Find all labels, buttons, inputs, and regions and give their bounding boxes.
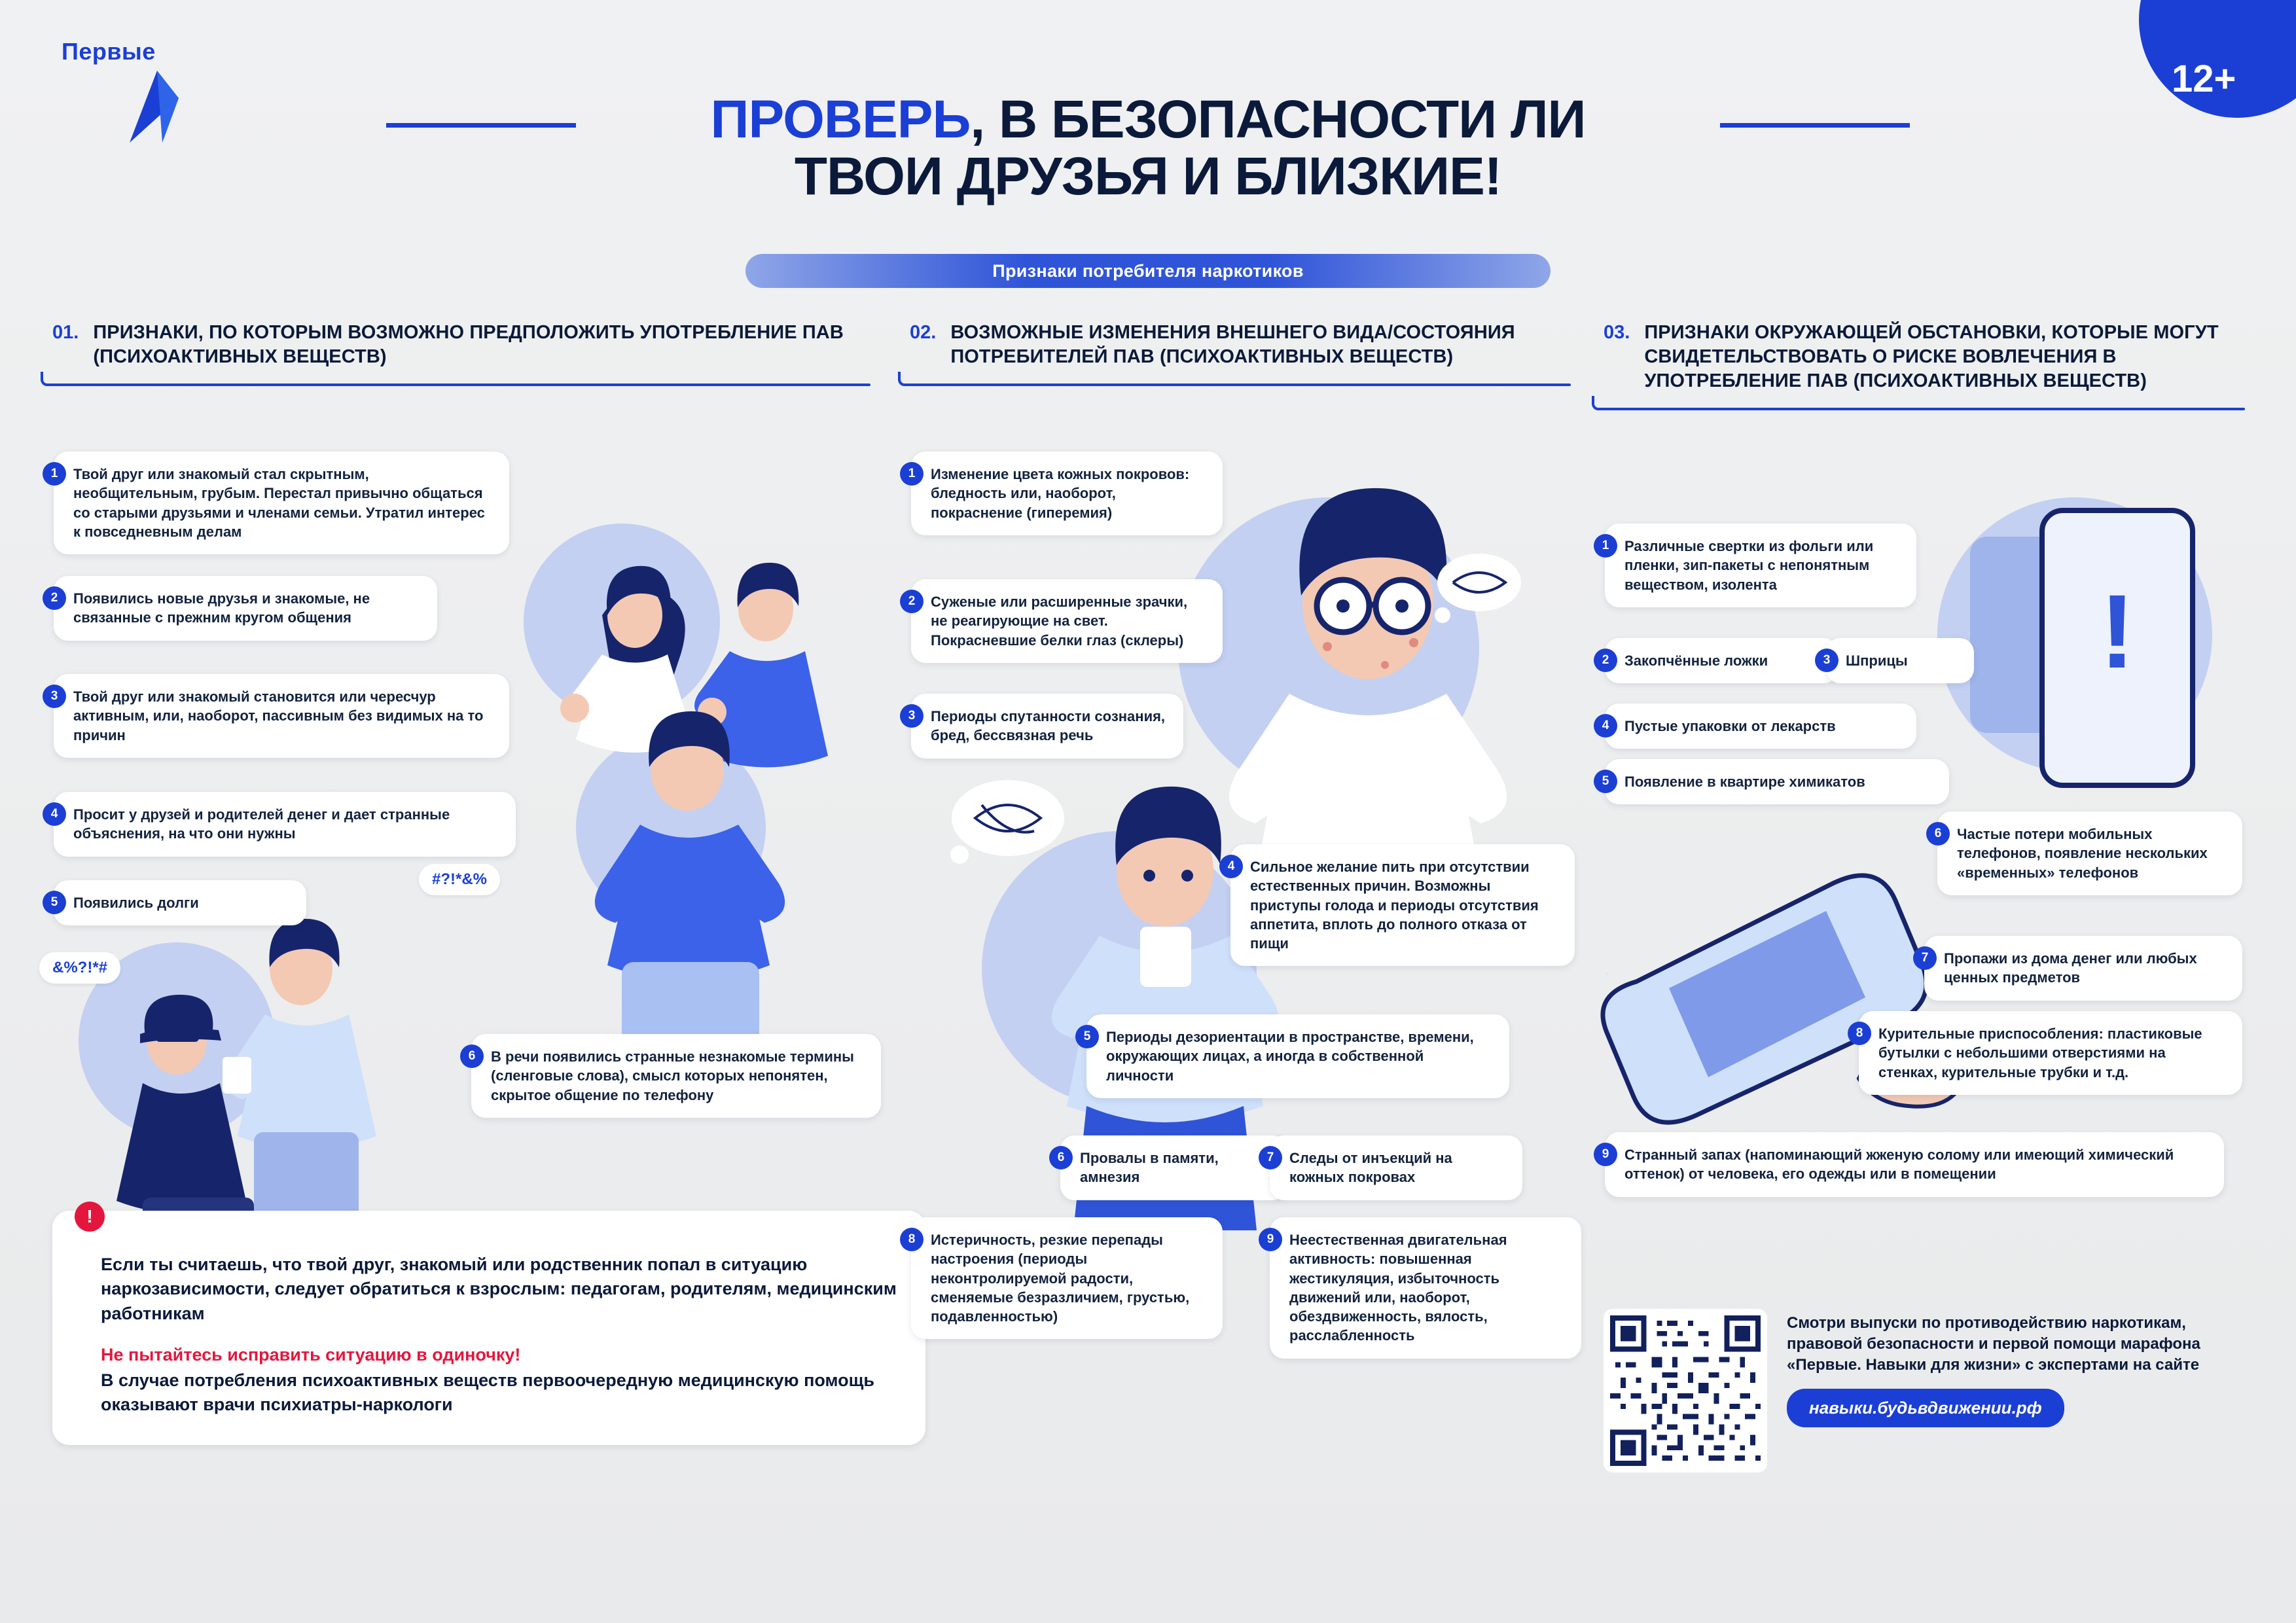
callout-1-2-number: 2 bbox=[43, 586, 66, 610]
thought-bubble-scribble-icon bbox=[942, 772, 1073, 877]
column-3-number: 03. bbox=[1604, 322, 1630, 343]
callout-2-7-text: Следы от инъекций на кожных покровах bbox=[1289, 1150, 1452, 1186]
callout-1-1-number: 1 bbox=[43, 462, 66, 486]
callout-3-9-text: Странный запах (напоминающий жженую солому или имеющий химический оттенок) от человека, его одежды или в помещении bbox=[1624, 1147, 2174, 1183]
column-1-title: ПРИЗНАКИ, ПО КОТОРЫМ ВОЗМОЖНО ПРЕДПОЛОЖИТЬ УПОТРЕБЛЕНИЕ ПАВ (ПСИХОАКТИВНЫХ ВЕЩЕСТВ) bbox=[93, 322, 844, 368]
callout-3-7 bbox=[1921, 936, 2242, 1001]
thought-bubble-icon bbox=[1427, 543, 1532, 635]
callout-3-7-number: 7 bbox=[1913, 946, 1937, 970]
callout-3-4 bbox=[1602, 704, 1916, 749]
column-1-header bbox=[52, 321, 870, 369]
callout-1-6 bbox=[468, 1034, 881, 1118]
callout-3-6 bbox=[1934, 812, 2242, 895]
site-link[interactable]: навыки.будьвдвижении.рф bbox=[1787, 1389, 2064, 1427]
callout-3-5 bbox=[1602, 759, 1949, 804]
callout-3-7-text: Пропажи из дома денег или любых ценных предметов bbox=[1944, 950, 2197, 986]
column-2-header bbox=[910, 321, 1571, 369]
callout-3-8-text: Курительные приспособления: пластиковые бутылки с небольшими отверстиями на стенках, курительные трубки и т.д. bbox=[1878, 1026, 2202, 1080]
callout-3-1-number: 1 bbox=[1594, 534, 1617, 558]
title-accent: ПРОВЕРЬ bbox=[710, 90, 971, 149]
callout-2-5 bbox=[1083, 1014, 1509, 1098]
callout-2-2-number: 2 bbox=[900, 590, 924, 613]
callout-3-1-text: Различные свертки из фольги или пленки, зип-пакеты с непонятным веществом, изолента bbox=[1624, 538, 1874, 593]
callout-3-6-text: Частые потери мобильных телефонов, появление нескольких «временных» телефонов bbox=[1957, 826, 2208, 881]
callout-1-4-text: Просит у друзей и родителей денег и дает странные объяснения, на что они нужны bbox=[73, 806, 450, 842]
age-rating-label: 12+ bbox=[2172, 58, 2236, 100]
callout-3-4-number: 4 bbox=[1594, 714, 1617, 738]
callout-2-3-number: 3 bbox=[900, 704, 924, 728]
callout-2-8-text: Истеричность, резкие перепады настроения (периоды неконтролируемой радости, сменяемые безразличием, грустью, подавленностью) bbox=[931, 1232, 1190, 1325]
callout-2-1-number: 1 bbox=[900, 462, 924, 486]
callout-3-3-text: Шприцы bbox=[1846, 652, 1908, 669]
callout-2-2 bbox=[908, 579, 1223, 663]
callout-1-4 bbox=[50, 792, 516, 857]
title-line2: ТВОИ ДРУЗЬЯ И БЛИЗКИЕ! bbox=[794, 146, 1502, 206]
column-2-number: 02. bbox=[910, 322, 937, 343]
callout-2-2-text: Суженые или расширенные зрачки, не реагирующие на свет. Покрасневшие белки глаз (склеры) bbox=[931, 594, 1188, 649]
column-3-header bbox=[1604, 321, 2245, 393]
column-1-number: 01. bbox=[52, 322, 79, 343]
callout-3-4-text: Пустые упаковки от лекарств bbox=[1624, 718, 1836, 734]
callout-1-5-number: 5 bbox=[43, 891, 66, 914]
callout-1-4-number: 4 bbox=[43, 802, 66, 826]
callout-3-2 bbox=[1602, 638, 1838, 683]
qr-code-image bbox=[1610, 1315, 1761, 1466]
callout-3-2-number: 2 bbox=[1594, 649, 1617, 672]
callout-2-9-number: 9 bbox=[1259, 1228, 1282, 1251]
warning-text-primary: Если ты считаешь, что твой друг, знакомый или родственник попал в ситуацию наркозависимости, следует обратиться к взрослым: педагогам, родителям, медицинским работникам bbox=[101, 1255, 897, 1323]
callout-2-1 bbox=[908, 452, 1223, 535]
callout-2-9-text: Неестественная двигательная активность: повышенная жестикуляция, избыточность движений или, наоборот, обездвиженность, вялость, расслабленность bbox=[1289, 1232, 1507, 1344]
column-2 bbox=[910, 321, 1571, 386]
callout-3-8-number: 8 bbox=[1848, 1022, 1871, 1045]
qr-side bbox=[1787, 1309, 2245, 1472]
callout-3-9 bbox=[1602, 1132, 2224, 1197]
callout-2-3 bbox=[908, 694, 1183, 758]
subtitle-banner: Признаки потребителя наркотиков bbox=[745, 254, 1551, 288]
illustration-phones-alert bbox=[1957, 497, 2232, 825]
callout-2-4 bbox=[1227, 844, 1575, 966]
callout-2-7 bbox=[1266, 1135, 1522, 1200]
callout-2-6 bbox=[1057, 1135, 1287, 1200]
callout-2-3-text: Периоды спутанности сознания, бред, бессвязная речь bbox=[931, 708, 1166, 744]
column-3 bbox=[1604, 321, 2245, 410]
callout-3-5-text: Появление в квартире химикатов bbox=[1624, 774, 1865, 790]
callout-2-4-number: 4 bbox=[1219, 855, 1243, 878]
column-2-title: ВОЗМОЖНЫЕ ИЗМЕНЕНИЯ ВНЕШНЕГО ВИДА/СОСТОЯНИЯ ПОТРЕБИТЕЛЕЙ ПАВ (ПСИХОАКТИВНЫХ ВЕЩЕСТВ) bbox=[950, 322, 1515, 368]
callout-1-1 bbox=[50, 452, 509, 554]
callout-1-2-text: Появились новые друзья и знакомые, не связанные с прежним кругом общения bbox=[73, 590, 370, 626]
callout-3-1 bbox=[1602, 524, 1916, 607]
callout-2-6-text: Провалы в памяти, амнезия bbox=[1080, 1150, 1219, 1186]
callout-1-6-text: В речи появились странные незнакомые термины (сленговые слова), смысл которых непонятен, скрытое общение по телефону bbox=[491, 1048, 854, 1103]
callout-3-3 bbox=[1823, 638, 1974, 683]
callout-3-2-text: Закопчённые ложки bbox=[1624, 652, 1768, 669]
callout-1-6-number: 6 bbox=[460, 1044, 484, 1068]
qr-block bbox=[1604, 1309, 2245, 1472]
callout-2-9 bbox=[1266, 1217, 1581, 1359]
svg-text:!: ! bbox=[2100, 573, 2135, 690]
callout-1-2 bbox=[50, 576, 437, 641]
column-3-underline bbox=[1604, 408, 2245, 410]
callout-2-7-number: 7 bbox=[1259, 1146, 1282, 1169]
callout-2-1-text: Изменение цвета кожных покровов: бледность или, наоборот, покраснение (гиперемия) bbox=[931, 466, 1190, 521]
column-3-title: ПРИЗНАКИ ОКРУЖАЮЩЕЙ ОБСТАНОВКИ, КОТОРЫЕ МОГУТ СВИДЕТЕЛЬСТВОВАТЬ О РИСКЕ ВОВЛЕЧЕНИЯ В УПОТРЕБЛЕНИЕ ПАВ (ПСИХОАКТИВНЫХ ВЕЩЕСТВ) bbox=[1644, 322, 2219, 392]
callout-1-3-text: Твой друг или знакомый становится или чересчур активным, или, наоборот, пассивным без видимых на то причин bbox=[73, 688, 484, 743]
column-2-underline bbox=[910, 383, 1571, 386]
speech-bubble-2: &%?!*# bbox=[39, 952, 120, 984]
callout-1-3 bbox=[50, 674, 509, 758]
exclamation-icon: ! bbox=[75, 1202, 105, 1232]
callout-3-5-number: 5 bbox=[1594, 770, 1617, 793]
callout-2-8 bbox=[908, 1217, 1223, 1339]
callout-2-5-text: Периоды дезориентации в пространстве, времени, окружающих лицах, а иногда в собственной личности bbox=[1106, 1029, 1474, 1084]
brand-name: Первые bbox=[62, 38, 156, 65]
title-rest: , В БЕЗОПАСНОСТИ ЛИ bbox=[970, 90, 1586, 149]
callout-2-8-number: 8 bbox=[900, 1228, 924, 1251]
callout-2-6-number: 6 bbox=[1049, 1146, 1073, 1169]
callout-3-3-number: 3 bbox=[1815, 649, 1839, 672]
callout-3-8 bbox=[1856, 1011, 2242, 1095]
warning-box bbox=[52, 1206, 925, 1445]
speech-bubble-1: #?!*&% bbox=[419, 864, 500, 895]
callout-1-5-text: Появились долги bbox=[73, 895, 199, 911]
warning-text-secondary: В случае потребления психоактивных веществ первоочередную медицинскую помощь оказывают врачи психиатры-наркологи bbox=[101, 1370, 875, 1415]
warning-text-red: Не пытайтесь исправить ситуацию в одиночку! bbox=[101, 1344, 521, 1364]
callout-3-9-number: 9 bbox=[1594, 1143, 1617, 1166]
callout-1-5 bbox=[50, 880, 306, 925]
column-1-underline bbox=[52, 383, 870, 386]
callout-3-6-number: 6 bbox=[1926, 822, 1950, 846]
qr-code[interactable] bbox=[1604, 1309, 1767, 1472]
page-title bbox=[0, 92, 2296, 205]
column-1 bbox=[52, 321, 870, 386]
callout-1-3-number: 3 bbox=[43, 685, 66, 708]
callout-2-5-number: 5 bbox=[1075, 1025, 1099, 1048]
callout-1-1-text: Твой друг или знакомый стал скрытным, необщительным, грубым. Перестал привычно общаться со старыми друзьями и членами семьи. Утратил интерес к повседневным делам bbox=[73, 466, 485, 540]
qr-description: Смотри выпуски по противодействию наркотикам, правовой безопасности и первой помощи марафона «Первые. Навыки для жизни» с экспертами на сайте bbox=[1787, 1314, 2200, 1374]
callout-2-4-text: Сильное желание пить при отсутствии естественных причин. Возможны приступы голода и периоды отсутствия аппетита, вплоть до полного отказа от пищи bbox=[1250, 859, 1539, 952]
